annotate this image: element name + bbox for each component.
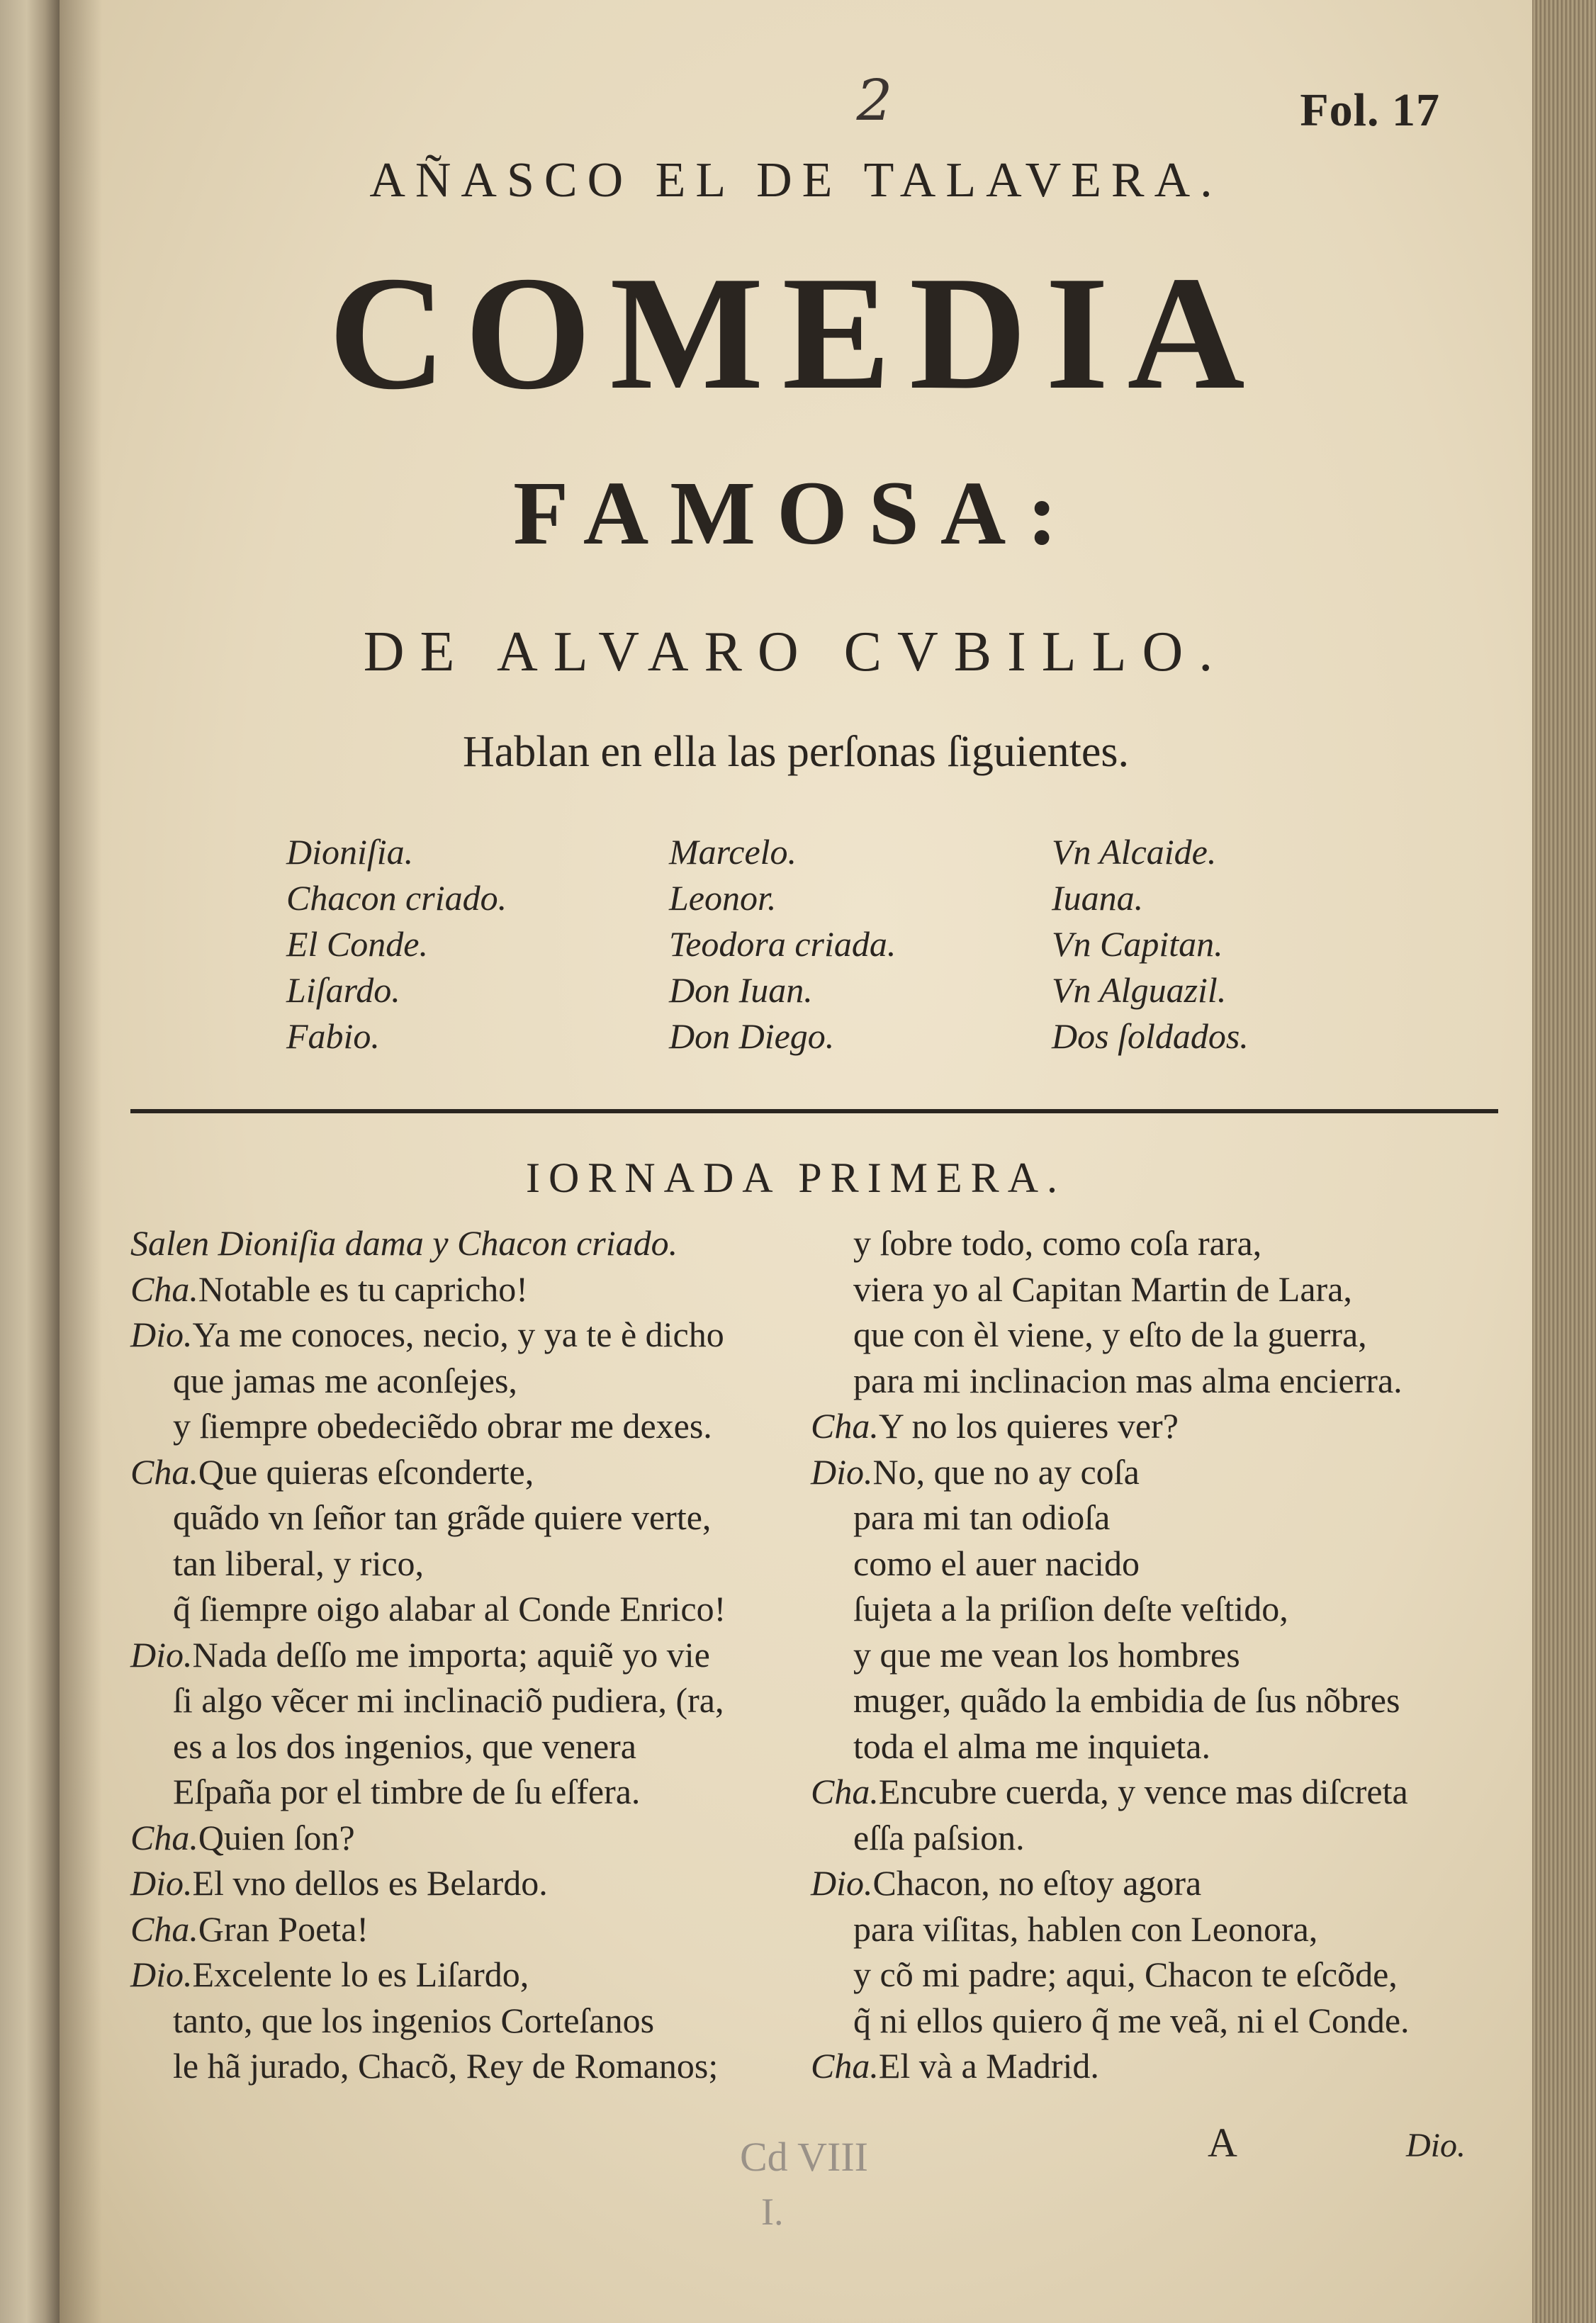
book-page (60, 0, 1532, 2323)
verse-line (811, 1632, 1410, 1678)
verse-text: Notable es tu capricho! (198, 1269, 528, 1309)
verse-text: como el auer nacido (853, 1543, 1140, 1583)
play-subtitle: AÑASCO EL DE TALAVERA. (369, 153, 1223, 208)
speaker-label: Cha. (130, 1451, 198, 1492)
verse-text: para viſitas, hablen con Leonora, (853, 1908, 1318, 1949)
verse-line (811, 1860, 1410, 1906)
verse-text: q̃ ſiempre oigo alabar al Conde Enrico! (173, 1589, 726, 1629)
text-column-right (811, 1220, 1410, 2089)
verse-line (811, 1220, 1410, 1266)
verse-text: ſi algo vẽcer mi inclinaciõ pudiera, (ra, (173, 1680, 724, 1720)
cast-member: Marcelo. (669, 832, 797, 872)
handwritten-mark: 2 (856, 67, 893, 133)
cast-member: Liſardo. (286, 970, 400, 1010)
verse-text: es a los dos ingenios, que venera (173, 1726, 637, 1766)
verse-text: Chacon, no eſtoy agora (872, 1863, 1202, 1903)
verse-line (130, 1632, 726, 1678)
verse-line (130, 1952, 726, 1998)
verse-text: El vno dellos es Belardo. (192, 1863, 548, 1903)
verse-text: y ſobre todo, como coſa rara, (853, 1223, 1262, 1263)
verse-line (130, 1906, 726, 1952)
cast-heading: Hablan en ella las perſonas ſiguientes. (462, 728, 1130, 776)
verse-text: quãdo vn ſeñor tan grãde quiere verte, (173, 1497, 712, 1537)
verse-line (130, 1541, 726, 1587)
verse-line (130, 1449, 726, 1495)
verse-text: Salen Dioniſia dama y Chacon criado. (130, 1223, 678, 1263)
cast-member: Don Diego. (669, 1016, 835, 1056)
verse-line (811, 1449, 1410, 1495)
verse-text: tanto, que los ingenios Corteſanos (173, 2000, 655, 2040)
cast-member: Chacon criado. (286, 878, 507, 918)
speaker-label: Cha. (130, 1908, 198, 1949)
verse-text: No, que no ay coſa (872, 1451, 1140, 1492)
verse-line (811, 1723, 1410, 1770)
cast-column-2 (669, 829, 896, 1059)
verse-line (811, 1677, 1410, 1723)
cast-column-3 (1052, 829, 1249, 1059)
verse-text: Ya me conoces, necio, y ya te è dicho (192, 1315, 724, 1354)
verse-line (811, 1906, 1410, 1952)
speaker-label: Dio. (130, 1954, 193, 1994)
speaker-label: Cha. (130, 1269, 198, 1309)
pencil-number: I. (761, 2190, 784, 2233)
folio-number: Fol. 17 (1300, 84, 1440, 136)
verse-text: Que quieras eſconderte, (198, 1451, 534, 1492)
speaker-label: Dio. (130, 1634, 193, 1675)
verse-line (811, 1541, 1410, 1587)
verse-text: Excelente lo es Liſardo, (192, 1954, 529, 1994)
page-stack-edge (1532, 0, 1596, 2323)
cast-member: Vn Capitan. (1052, 924, 1223, 964)
verse-line (130, 1312, 726, 1358)
verse-line (811, 1312, 1410, 1358)
verse-text: Encubre cuerda, y vence mas diſcreta (878, 1772, 1408, 1811)
verse-line (811, 1358, 1410, 1404)
cast-member: Dos ſoldados. (1052, 1016, 1249, 1056)
verse-line (130, 1266, 726, 1312)
verse-text: Y no los quieres ver? (878, 1406, 1179, 1446)
verse-text: y ſiempre obedeciẽdo obrar me dexes. (173, 1406, 712, 1446)
cast-member: Fabio. (286, 1016, 380, 1056)
verse-text: ſujeta a la priſion deſte veſtido, (853, 1589, 1288, 1629)
verse-line (811, 2043, 1410, 2089)
verse-text: y cõ mi padre; aqui, Chacon te eſcõde, (853, 1954, 1398, 1994)
verse-text: para mi inclinacion mas alma encierra. (853, 1360, 1403, 1400)
text-column-left (130, 1220, 726, 2089)
verse-line (130, 1403, 726, 1449)
verse-text: Quien ſon? (198, 1817, 355, 1857)
verse-text: que jamas me aconſejes, (173, 1360, 517, 1400)
cast-member: Don Iuan. (669, 970, 813, 1010)
signature-mark: A (1208, 2120, 1237, 2166)
cast-member: Teodora criada. (669, 924, 897, 964)
verse-line (130, 1586, 726, 1632)
speaker-label: Cha. (811, 2046, 879, 2086)
speaker-label: Cha. (811, 1406, 879, 1446)
title-famosa: FAMOSA: (513, 463, 1079, 563)
verse-text: eſſa paſsion. (853, 1817, 1025, 1857)
verse-line (130, 1815, 726, 1861)
speaker-label: Dio. (130, 1863, 193, 1903)
verse-text: Nada deſſo me importa; aquiẽ yo vie (192, 1634, 710, 1675)
act-title: IORNADA PRIMERA. (525, 1154, 1067, 1201)
verse-text: que con èl viene, y eſto de la guerra, (853, 1315, 1367, 1354)
verse-text: para mi tan odioſa (853, 1497, 1111, 1537)
verse-text: muger, quãdo la embidia de ſus nõbres (853, 1680, 1400, 1720)
verse-text: tan liberal, y rico, (173, 1543, 425, 1583)
speaker-label: Dio. (811, 1863, 873, 1903)
verse-text: q̃ ni ellos quiero q̃ me veã, ni el Conde. (853, 2000, 1410, 2040)
cast-member: Iuana. (1052, 878, 1144, 918)
verse-line (811, 1403, 1410, 1449)
verse-line (811, 1998, 1410, 2044)
verse-line (811, 1769, 1410, 1815)
verse-text: le hã jurado, Chacõ, Rey de Romanos; (173, 2046, 719, 2086)
verse-line (811, 1952, 1410, 1998)
verse-text: y que me vean los hombres (853, 1634, 1240, 1675)
main-title: COMEDIA (328, 242, 1264, 423)
cast-column-1 (286, 829, 507, 1059)
speaker-label: Cha. (130, 1817, 198, 1857)
verse-line (130, 1677, 726, 1723)
verse-text: Gran Poeta! (198, 1908, 369, 1949)
speaker-label: Dio. (130, 1315, 193, 1354)
verse-line (130, 1495, 726, 1541)
verse-line (130, 1769, 726, 1815)
verse-line (811, 1815, 1410, 1861)
author-line: DE ALVARO CVBILLO. (363, 621, 1229, 683)
verse-line (811, 1266, 1410, 1312)
verse-line (130, 1998, 726, 2044)
verse-line (130, 1358, 726, 1404)
verse-line (811, 1586, 1410, 1632)
verse-text: toda el alma me inquieta. (853, 1726, 1210, 1766)
speaker-label: Cha. (811, 1772, 879, 1811)
verse-line (811, 1495, 1410, 1541)
verse-line (130, 1860, 726, 1906)
left-page-edge (0, 0, 60, 2323)
catchword: Dio. (1406, 2127, 1466, 2164)
verse-line (130, 2043, 726, 2089)
cast-member: Vn Alcaide. (1052, 832, 1217, 872)
verse-line (130, 1723, 726, 1770)
speaker-label: Dio. (811, 1451, 873, 1492)
verse-text: El và a Madrid. (878, 2046, 1099, 2086)
pencil-shelfmark: Cd VIII (740, 2134, 868, 2180)
cast-member: Vn Alguazil. (1052, 970, 1227, 1010)
verse-text: viera yo al Capitan Martin de Lara, (853, 1269, 1352, 1309)
horizontal-rule (130, 1109, 1498, 1113)
cast-member: El Conde. (286, 924, 428, 964)
cast-member: Dioniſia. (286, 832, 414, 872)
verse-text: Eſpaña por el timbre de ſu eſfera. (173, 1772, 641, 1811)
verse-line (130, 1220, 726, 1266)
cast-member: Leonor. (669, 878, 777, 918)
